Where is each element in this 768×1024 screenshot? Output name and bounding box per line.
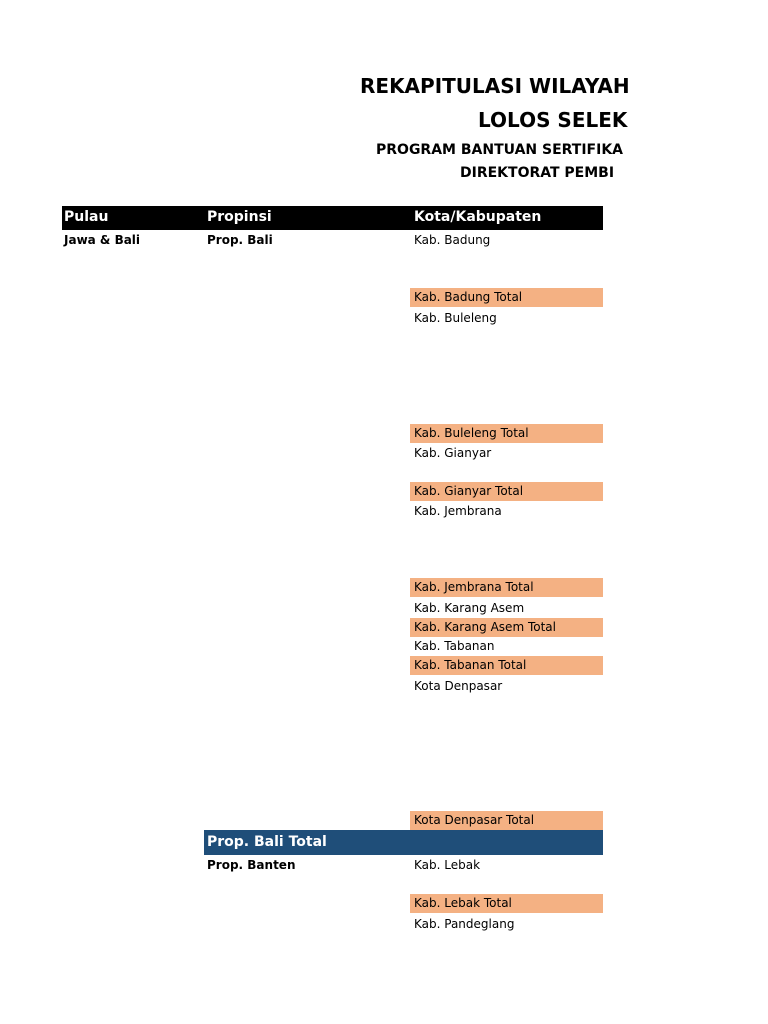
kab-total-label: Kab. Badung Total <box>414 290 523 304</box>
header-kota-kabupaten: Kota/Kabupaten <box>414 209 542 225</box>
propinsi-cell: Prop. Banten <box>207 858 296 872</box>
kota-cell: Kab. Lebak <box>414 858 481 872</box>
header-pulau: Pulau <box>64 209 109 225</box>
kab-total-row <box>410 618 603 637</box>
report-subtitle-line-1: PROGRAM BANTUAN SERTIFIKA <box>376 142 624 158</box>
kab-total-label: Kab. Tabanan Total <box>414 658 527 672</box>
kab-total-row <box>410 578 603 597</box>
kota-cell: Kab. Tabanan <box>414 639 495 653</box>
kota-cell: Kab. Gianyar <box>414 446 492 460</box>
kab-total-row <box>410 424 603 443</box>
kota-cell: Kab. Jembrana <box>414 504 502 518</box>
kab-total-row <box>410 482 603 501</box>
report-title-line-2: LOLOS SELEK <box>478 108 628 132</box>
kab-total-row <box>410 656 603 675</box>
propinsi-total-label: Prop. Bali Total <box>207 834 327 850</box>
header-propinsi: Propinsi <box>207 209 272 225</box>
kab-total-label: Kab. Gianyar Total <box>414 484 524 498</box>
report-subtitle-line-2: DIREKTORAT PEMBI <box>460 165 615 181</box>
kab-total-label: Kab. Buleleng Total <box>414 426 529 440</box>
kota-cell: Kota Denpasar <box>414 679 503 693</box>
propinsi-cell: Prop. Bali <box>207 233 273 247</box>
kota-cell: Kab. Pandeglang <box>414 917 515 931</box>
kab-total-label: Kota Denpasar Total <box>414 813 535 827</box>
kab-total-row <box>410 894 603 913</box>
pulau-cell: Jawa & Bali <box>64 233 141 247</box>
propinsi-total-row <box>204 830 603 855</box>
kab-total-row <box>410 288 603 307</box>
kab-total-label: Kab. Lebak Total <box>414 896 512 910</box>
kota-cell: Kab. Karang Asem <box>414 601 525 615</box>
kab-total-label: Kab. Jembrana Total <box>414 580 534 594</box>
kab-total-label: Kab. Karang Asem Total <box>414 620 556 634</box>
report-title-line-1: REKAPITULASI WILAYAH <box>360 74 630 98</box>
kab-total-row <box>410 811 603 830</box>
kota-cell: Kab. Buleleng <box>414 311 497 325</box>
kota-cell: Kab. Badung <box>414 233 491 247</box>
